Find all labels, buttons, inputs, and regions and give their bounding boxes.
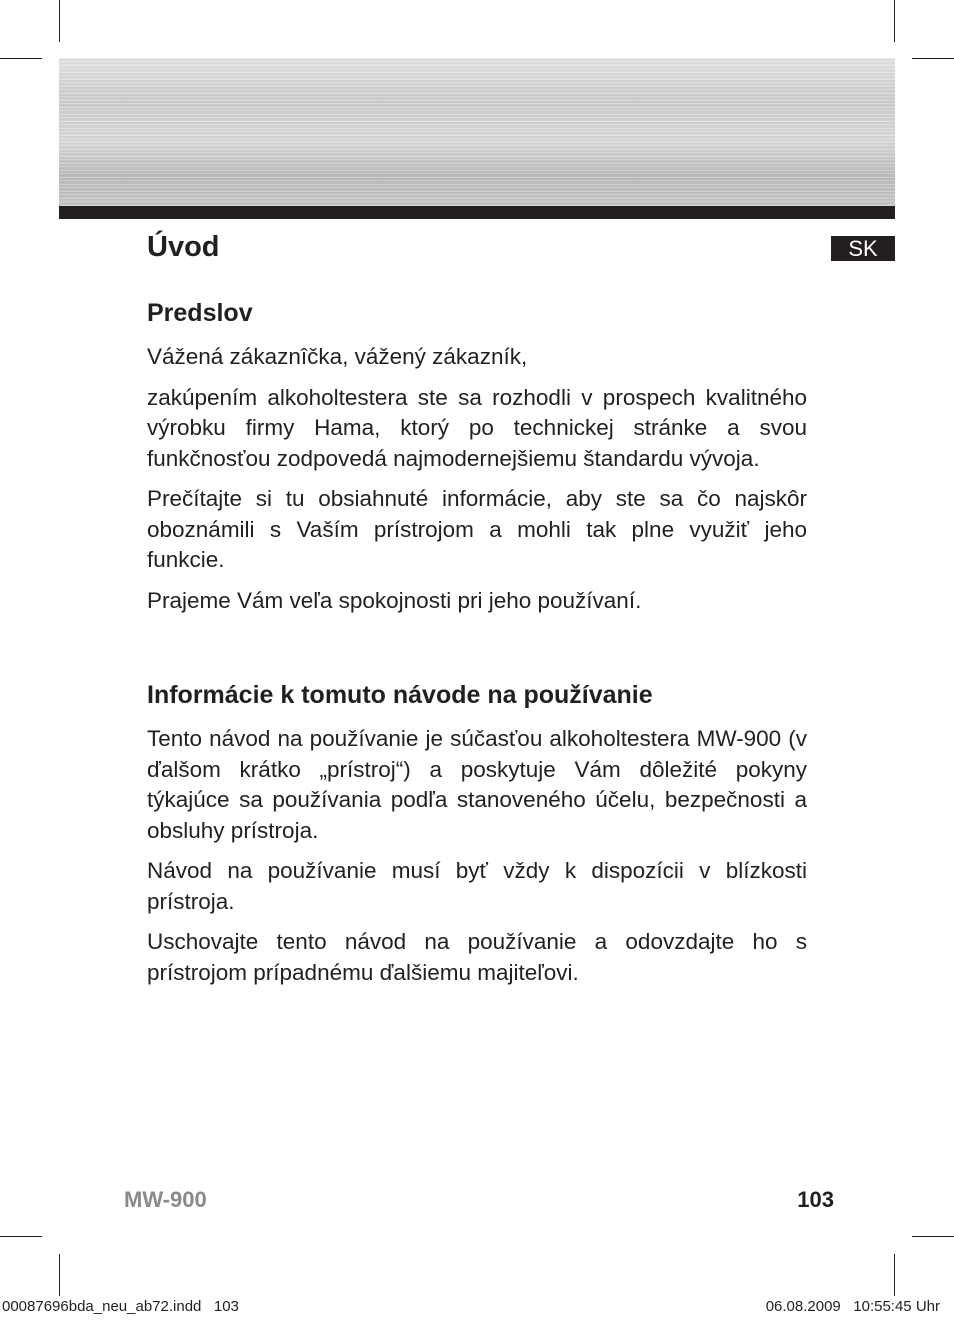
- paragraph-manual-part: Tento návod na používanie je súčasťou alkoholtestera MW-900 (v ďalšom krátko „prístroj“) a poskytuje Vám dôležité pokyny týkajúce sa používania podľa stanoveného účelu, bezpečnosti a obsluhy prístroja.: [147, 726, 807, 843]
- crop-mark-bottom-left-vertical: [59, 1254, 60, 1296]
- paragraph-manual-availability: Návod na používanie musí byť vždy k dispozícii v blízkosti prístroja.: [147, 858, 807, 914]
- footer-model-name: MW-900: [124, 1187, 207, 1212]
- paragraph-purchase: zakúpením alkoholtestera ste sa rozhodli v prospech kvalitného výrobku firmy Hama, ktorý po technickej stránke a svou funkčnosťou zodpovedá najmodernejšiemu štandardu vývoja.: [147, 384, 807, 471]
- print-slug-datetime: 06.08.2009 10:55:45 Uhr: [765, 1298, 940, 1315]
- crop-mark-bottom-left-horizontal: [0, 1236, 42, 1237]
- crop-mark-top-left-horizontal: [0, 58, 42, 59]
- paragraph-manual-keep: Uschovajte tento návod na používanie a odovzdajte ho s prístrojom prípadnému ďalšiemu majiteľovi.: [147, 929, 807, 985]
- banner-bottom-bar: [59, 206, 895, 219]
- section-heading-manual-info: Informácie k tomuto návode na používanie: [147, 681, 653, 709]
- language-tag: SK: [831, 236, 895, 261]
- paragraph-read-info: Prečítajte si tu obsiahnuté informácie, aby ste sa čo najskôr oboznámili s Vaším prístrojom a mohli tak plne využiť jeho funkcie.: [147, 486, 807, 572]
- crop-mark-bottom-right-horizontal: [912, 1236, 954, 1237]
- page-title: Úvod: [147, 231, 220, 263]
- crop-mark-bottom-right-vertical: [894, 1254, 895, 1296]
- crop-mark-top-left-vertical: [59, 0, 60, 42]
- print-slug-file: 00087696bda_neu_ab72.indd 103: [2, 1298, 239, 1315]
- brushed-metal-banner: [59, 58, 895, 206]
- main-content: [147, 296, 807, 988]
- footer-page-number: 103: [797, 1187, 834, 1212]
- section-heading-predslov: Predslov: [147, 299, 253, 327]
- paragraph-wishes: Prajeme Vám veľa spokojnosti pri jeho používaní.: [147, 587, 642, 613]
- crop-mark-top-right-horizontal: [912, 58, 954, 59]
- crop-mark-top-right-vertical: [894, 0, 895, 42]
- paragraph-greeting: Vážená zákaznîčka, vážený zákazník,: [147, 344, 528, 369]
